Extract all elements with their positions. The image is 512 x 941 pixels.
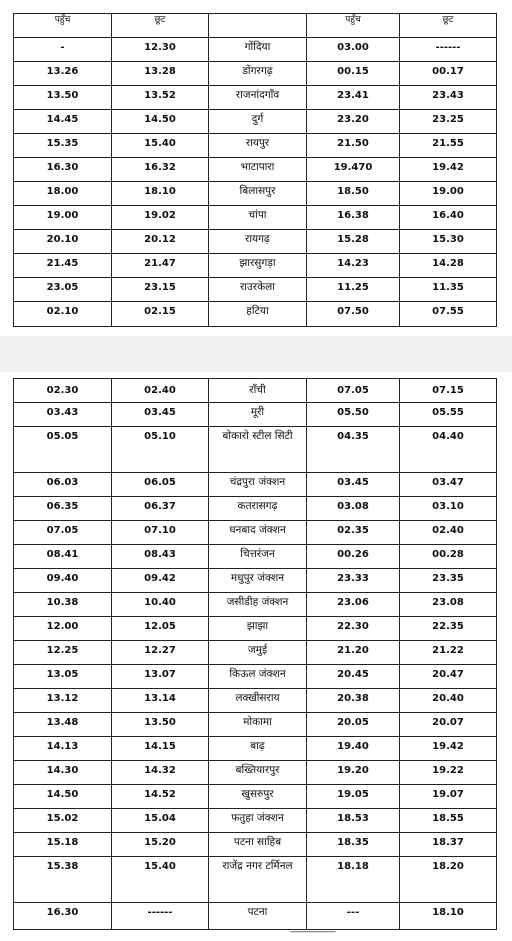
departure-down-cell: 12.27 xyxy=(112,641,209,665)
arrival-up-cell: 04.35 xyxy=(307,427,400,473)
departure-up-cell: 23.25 xyxy=(400,110,497,134)
station-cell: राजनांदगाँव xyxy=(209,86,307,110)
table-row xyxy=(14,473,497,497)
arrival-down-cell: 13.50 xyxy=(14,86,112,110)
departure-down-cell: 10.40 xyxy=(112,593,209,617)
departure-up-cell: 23.08 xyxy=(400,593,497,617)
station-cell: मूरी xyxy=(209,403,307,427)
departure-down-cell: 13.52 xyxy=(112,86,209,110)
arrival-down-cell: 13.12 xyxy=(14,689,112,713)
table-row xyxy=(14,857,497,903)
arrival-down-cell: 10.38 xyxy=(14,593,112,617)
arrival-up-cell: 18.50 xyxy=(307,182,400,206)
station-cell: भाटापारा xyxy=(209,158,307,182)
station-cell: पटना xyxy=(209,903,307,930)
arrival-down-cell: 15.02 xyxy=(14,809,112,833)
table-row xyxy=(14,158,497,182)
departure-up-cell: 19.42 xyxy=(400,737,497,761)
departure-up-cell: 18.37 xyxy=(400,833,497,857)
table-row xyxy=(14,379,497,403)
table-row xyxy=(14,403,497,427)
arrival-up-cell: 07.50 xyxy=(307,302,400,327)
arrival-up-cell: 00.15 xyxy=(307,62,400,86)
departure-up-cell: 18.20 xyxy=(400,857,497,903)
arrival-up-cell: 19.40 xyxy=(307,737,400,761)
departure-up-cell: 23.43 xyxy=(400,86,497,110)
header-arrival-up: पहुँच xyxy=(307,14,400,38)
departure-down-cell: 14.15 xyxy=(112,737,209,761)
departure-up-cell: 23.35 xyxy=(400,569,497,593)
departure-up-cell: 20.40 xyxy=(400,689,497,713)
arrival-up-cell: 23.33 xyxy=(307,569,400,593)
departure-up-cell: 07.55 xyxy=(400,302,497,327)
departure-down-cell: 16.32 xyxy=(112,158,209,182)
table-row xyxy=(14,110,497,134)
arrival-up-cell: --- xyxy=(307,903,400,930)
departure-up-cell: 02.40 xyxy=(400,521,497,545)
table-row xyxy=(14,427,497,473)
arrival-down-cell: 19.00 xyxy=(14,206,112,230)
arrival-down-cell: 13.05 xyxy=(14,665,112,689)
station-cell: हटिया xyxy=(209,302,307,327)
table-row xyxy=(14,278,497,302)
arrival-down-cell: 16.30 xyxy=(14,158,112,182)
table-row xyxy=(14,689,497,713)
station-cell: राउरकेला xyxy=(209,278,307,302)
table-row xyxy=(14,38,497,62)
departure-down-cell: 06.37 xyxy=(112,497,209,521)
station-cell: मोकामा xyxy=(209,713,307,737)
departure-up-cell: 00.17 xyxy=(400,62,497,86)
table-row xyxy=(14,833,497,857)
station-cell: किऊल जंक्शन xyxy=(209,665,307,689)
arrival-up-cell: 07.05 xyxy=(307,379,400,403)
arrival-down-cell: 14.30 xyxy=(14,761,112,785)
table-row xyxy=(14,903,497,930)
station-cell: चांपा xyxy=(209,206,307,230)
arrival-up-cell: 21.50 xyxy=(307,134,400,158)
arrival-down-cell: 12.00 xyxy=(14,617,112,641)
arrival-up-cell: 15.28 xyxy=(307,230,400,254)
arrival-down-cell: 16.30 xyxy=(14,903,112,930)
arrival-down-cell: 14.50 xyxy=(14,785,112,809)
departure-down-cell: 12.05 xyxy=(112,617,209,641)
departure-down-cell: 08.43 xyxy=(112,545,209,569)
station-cell: बख्तियारपुर xyxy=(209,761,307,785)
header-arrival-down: पहुँच xyxy=(14,14,112,38)
departure-up-cell: 20.07 xyxy=(400,713,497,737)
departure-up-cell: 19.42 xyxy=(400,158,497,182)
arrival-up-cell: 22.30 xyxy=(307,617,400,641)
station-cell: राँची xyxy=(209,379,307,403)
table-row xyxy=(14,569,497,593)
station-cell: पटना साहिब xyxy=(209,833,307,857)
departure-up-cell: 21.55 xyxy=(400,134,497,158)
arrival-down-cell: 20.10 xyxy=(14,230,112,254)
table-row xyxy=(14,302,497,327)
table-row xyxy=(14,62,497,86)
arrival-up-cell: 05.50 xyxy=(307,403,400,427)
departure-down-cell: 09.42 xyxy=(112,569,209,593)
arrival-down-cell: 05.05 xyxy=(14,427,112,473)
table-row xyxy=(14,230,497,254)
footer-rule: -------------------- xyxy=(290,927,335,937)
departure-down-cell: 15.20 xyxy=(112,833,209,857)
arrival-up-cell: 18.53 xyxy=(307,809,400,833)
station-cell: राजेंद्र नगर टर्मिनल xyxy=(209,857,307,903)
arrival-up-cell: 19.05 xyxy=(307,785,400,809)
timetable-part-1 xyxy=(13,13,497,327)
station-cell: चंद्रपुरा जंक्शन xyxy=(209,473,307,497)
table-row xyxy=(14,206,497,230)
arrival-down-cell: 06.03 xyxy=(14,473,112,497)
arrival-down-cell: 02.10 xyxy=(14,302,112,327)
arrival-up-cell: 23.41 xyxy=(307,86,400,110)
table-row xyxy=(14,665,497,689)
departure-up-cell: 04.40 xyxy=(400,427,497,473)
departure-up-cell: 20.47 xyxy=(400,665,497,689)
arrival-down-cell: 15.18 xyxy=(14,833,112,857)
arrival-up-cell: 23.06 xyxy=(307,593,400,617)
station-cell: चित्तरंजन xyxy=(209,545,307,569)
departure-down-cell: 13.50 xyxy=(112,713,209,737)
station-cell: मधुपुर जंक्शन xyxy=(209,569,307,593)
arrival-up-cell: 14.23 xyxy=(307,254,400,278)
arrival-up-cell: 03.00 xyxy=(307,38,400,62)
table-row xyxy=(14,497,497,521)
departure-down-cell: 18.10 xyxy=(112,182,209,206)
departure-up-cell: 00.28 xyxy=(400,545,497,569)
departure-down-cell: 14.32 xyxy=(112,761,209,785)
departure-down-cell: 13.14 xyxy=(112,689,209,713)
station-cell: लक्खीसराय xyxy=(209,689,307,713)
arrival-up-cell: 19.470 xyxy=(307,158,400,182)
departure-up-cell: 05.55 xyxy=(400,403,497,427)
station-cell: बिलासपुर xyxy=(209,182,307,206)
arrival-down-cell: 02.30 xyxy=(14,379,112,403)
arrival-down-cell: 14.45 xyxy=(14,110,112,134)
arrival-up-cell: 03.08 xyxy=(307,497,400,521)
departure-down-cell: 13.28 xyxy=(112,62,209,86)
station-cell: डोंगरगढ़ xyxy=(209,62,307,86)
arrival-up-cell: 03.45 xyxy=(307,473,400,497)
departure-up-cell: 07.15 xyxy=(400,379,497,403)
arrival-up-cell: 20.45 xyxy=(307,665,400,689)
station-cell: रायगढ़ xyxy=(209,230,307,254)
arrival-up-cell: 02.35 xyxy=(307,521,400,545)
station-cell: गोंदिया xyxy=(209,38,307,62)
departure-up-cell: 03.10 xyxy=(400,497,497,521)
departure-up-cell: 11.35 xyxy=(400,278,497,302)
arrival-down-cell: 13.26 xyxy=(14,62,112,86)
departure-down-cell: ------ xyxy=(112,903,209,930)
arrival-up-cell: 20.05 xyxy=(307,713,400,737)
header-departure-down: छूट xyxy=(112,14,209,38)
arrival-down-cell: 15.38 xyxy=(14,857,112,903)
arrival-up-cell: 16.38 xyxy=(307,206,400,230)
header-departure-up: छूट xyxy=(400,14,497,38)
departure-up-cell: 19.00 xyxy=(400,182,497,206)
departure-down-cell: 15.40 xyxy=(112,857,209,903)
departure-down-cell: 19.02 xyxy=(112,206,209,230)
departure-down-cell: 02.40 xyxy=(112,379,209,403)
table-row xyxy=(14,593,497,617)
arrival-down-cell: 18.00 xyxy=(14,182,112,206)
departure-up-cell: 03.47 xyxy=(400,473,497,497)
departure-down-cell: 07.10 xyxy=(112,521,209,545)
table-row xyxy=(14,134,497,158)
station-cell: दुर्ग xyxy=(209,110,307,134)
departure-down-cell: 15.40 xyxy=(112,134,209,158)
arrival-down-cell: 13.48 xyxy=(14,713,112,737)
departure-up-cell: 21.22 xyxy=(400,641,497,665)
station-cell: रायपुर xyxy=(209,134,307,158)
departure-up-cell: 19.22 xyxy=(400,761,497,785)
departure-down-cell: 06.05 xyxy=(112,473,209,497)
table-row xyxy=(14,713,497,737)
departure-down-cell: 15.04 xyxy=(112,809,209,833)
station-cell: बाढ़ xyxy=(209,737,307,761)
table-row xyxy=(14,809,497,833)
page-separator xyxy=(0,336,512,372)
departure-up-cell: 16.40 xyxy=(400,206,497,230)
departure-up-cell: 19.07 xyxy=(400,785,497,809)
departure-up-cell: 22.35 xyxy=(400,617,497,641)
departure-down-cell: 21.47 xyxy=(112,254,209,278)
station-cell: कतरासगढ़ xyxy=(209,497,307,521)
table-row xyxy=(14,785,497,809)
table-row xyxy=(14,545,497,569)
table-row xyxy=(14,86,497,110)
departure-down-cell: 20.12 xyxy=(112,230,209,254)
arrival-up-cell: 18.35 xyxy=(307,833,400,857)
departure-up-cell: 14.28 xyxy=(400,254,497,278)
departure-down-cell: 14.50 xyxy=(112,110,209,134)
arrival-down-cell: 06.35 xyxy=(14,497,112,521)
table-row xyxy=(14,521,497,545)
departure-down-cell: 13.07 xyxy=(112,665,209,689)
header-row xyxy=(14,14,497,38)
arrival-down-cell: 23.05 xyxy=(14,278,112,302)
arrival-down-cell: - xyxy=(14,38,112,62)
departure-up-cell: 18.55 xyxy=(400,809,497,833)
table-row xyxy=(14,737,497,761)
table-row xyxy=(14,254,497,278)
departure-down-cell: 23.15 xyxy=(112,278,209,302)
station-cell: जमुई xyxy=(209,641,307,665)
arrival-down-cell: 21.45 xyxy=(14,254,112,278)
station-cell: धनबाद जंक्शन xyxy=(209,521,307,545)
arrival-up-cell: 11.25 xyxy=(307,278,400,302)
station-cell: झारसुगड़ा xyxy=(209,254,307,278)
table-row xyxy=(14,182,497,206)
arrival-down-cell: 09.40 xyxy=(14,569,112,593)
departure-down-cell: 12.30 xyxy=(112,38,209,62)
arrival-down-cell: 14.13 xyxy=(14,737,112,761)
departure-up-cell: 15.30 xyxy=(400,230,497,254)
arrival-up-cell: 19.20 xyxy=(307,761,400,785)
table-row xyxy=(14,617,497,641)
arrival-down-cell: 07.05 xyxy=(14,521,112,545)
arrival-up-cell: 00.26 xyxy=(307,545,400,569)
arrival-up-cell: 21.20 xyxy=(307,641,400,665)
header-station xyxy=(209,14,307,38)
arrival-down-cell: 08.41 xyxy=(14,545,112,569)
station-cell: खुसरुपुर xyxy=(209,785,307,809)
table-row xyxy=(14,761,497,785)
station-cell: फतुहा जंक्शन xyxy=(209,809,307,833)
station-cell: बोकारो स्टील सिटी xyxy=(209,427,307,473)
timetable-part-2 xyxy=(13,378,497,930)
arrival-up-cell: 23.20 xyxy=(307,110,400,134)
arrival-up-cell: 20.38 xyxy=(307,689,400,713)
arrival-down-cell: 12.25 xyxy=(14,641,112,665)
departure-down-cell: 02.15 xyxy=(112,302,209,327)
departure-down-cell: 05.10 xyxy=(112,427,209,473)
departure-down-cell: 14.52 xyxy=(112,785,209,809)
departure-up-cell: 18.10 xyxy=(400,903,497,930)
table-row xyxy=(14,641,497,665)
arrival-down-cell: 15.35 xyxy=(14,134,112,158)
station-cell: जसीडीह जंक्शन xyxy=(209,593,307,617)
departure-down-cell: 03.45 xyxy=(112,403,209,427)
departure-up-cell: ------ xyxy=(400,38,497,62)
station-cell: झाझा xyxy=(209,617,307,641)
arrival-up-cell: 18.18 xyxy=(307,857,400,903)
arrival-down-cell: 03.43 xyxy=(14,403,112,427)
